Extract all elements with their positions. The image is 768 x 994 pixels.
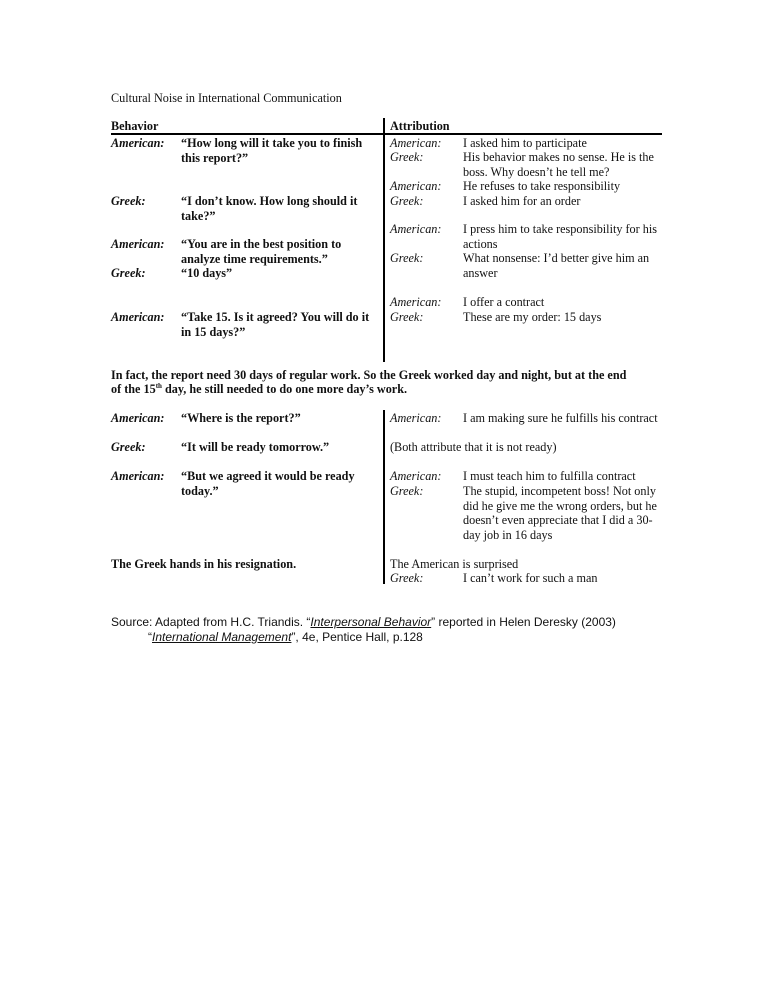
attribution-text: I offer a contract — [463, 295, 545, 309]
attribution-text: I press him to take responsibility for his actions — [463, 222, 657, 251]
source-book-2: International Management — [152, 630, 292, 644]
attribution-speaker: Greek: — [390, 150, 424, 164]
behavior-text: “Where is the report?” — [181, 411, 301, 425]
attribution-text: I asked him to participate — [463, 136, 587, 150]
behavior-text: “I don’t know. How long should it take?” — [181, 194, 358, 223]
source-book-1: Interpersonal Behavior — [310, 615, 432, 629]
behavior-text: The Greek hands in his resignation. — [111, 557, 297, 571]
source-line-1: Source: Adapted from H.C. Triandis. “Interpersonal Behavior” reported in Helen Deresky (2003) — [111, 615, 616, 629]
summary-line-1: In fact, the report need 30 days of regular work. So the Greek worked day and night, but at the end — [111, 368, 627, 382]
attribution-speaker: American: — [390, 179, 442, 193]
attribution-text: He refuses to take responsibility — [463, 179, 621, 193]
behavior-speaker: American: — [111, 469, 165, 483]
column-divider-top — [383, 118, 385, 362]
attribution-text: What nonsense: I’d better give him an answer — [463, 251, 650, 280]
behavior-speaker: American: — [111, 237, 165, 251]
attribution-speaker: American: — [390, 295, 442, 309]
column-divider-bottom — [383, 410, 385, 584]
attribution-speaker: American: — [390, 222, 442, 236]
behavior-speaker: Greek: — [111, 440, 146, 454]
behavior-speaker: American: — [111, 411, 165, 425]
behavior-speaker: Greek: — [111, 194, 146, 208]
attribution-text: The American is surprised — [390, 557, 519, 571]
attribution-text: His behavior makes no sense. He is the boss. Why doesn’t he tell me? — [463, 150, 654, 179]
page-title: Cultural Noise in International Communication — [111, 91, 342, 105]
attribution-speaker: American: — [390, 411, 442, 425]
behavior-speaker: American: — [111, 136, 165, 150]
attribution-speaker: Greek: — [390, 571, 424, 585]
behavior-speaker: American: — [111, 310, 165, 324]
behavior-text: “You are in the best position to analyze time requirements.” — [181, 237, 342, 266]
behavior-text: “But we agreed it would be ready today.” — [181, 469, 355, 498]
header-rule — [111, 133, 662, 135]
behavior-speaker: Greek: — [111, 266, 146, 280]
attribution-speaker: Greek: — [390, 251, 424, 265]
attribution-header: Attribution — [390, 119, 450, 133]
behavior-text: “10 days” — [181, 266, 233, 280]
attribution-text: I must teach him to fulfilla contract — [463, 469, 636, 483]
summary-line-2: of the 15th day, he still needed to do one more day’s work. — [111, 381, 408, 396]
attribution-speaker: Greek: — [390, 484, 424, 498]
behavior-text: “Take 15. Is it agreed? You will do it in 15 days?” — [181, 310, 370, 339]
attribution-text: These are my order: 15 days — [463, 310, 602, 324]
attribution-text: I am making sure he fulfills his contract — [463, 411, 658, 425]
source-line-2: “International Management”, 4e, Pentice Hall, p.128 — [148, 630, 423, 644]
behavior-text: “How long will it take you to finish this report?” — [181, 136, 363, 165]
attribution-text: I can’t work for such a man — [463, 571, 598, 585]
behavior-header: Behavior — [111, 119, 159, 133]
attribution-speaker: American: — [390, 469, 442, 483]
behavior-text: “It will be ready tomorrow.” — [181, 440, 330, 454]
attribution-text: The stupid, incompetent boss! Not only did he give me the wrong orders, but he doesn’t even appreciate that I did a 30-day job in 16 days — [463, 484, 657, 542]
attribution-speaker: Greek: — [390, 310, 424, 324]
attribution-speaker: Greek: — [390, 194, 424, 208]
attribution-speaker: American: — [390, 136, 442, 150]
attribution-text: (Both attribute that it is not ready) — [390, 440, 557, 454]
attribution-text: I asked him for an order — [463, 194, 581, 208]
